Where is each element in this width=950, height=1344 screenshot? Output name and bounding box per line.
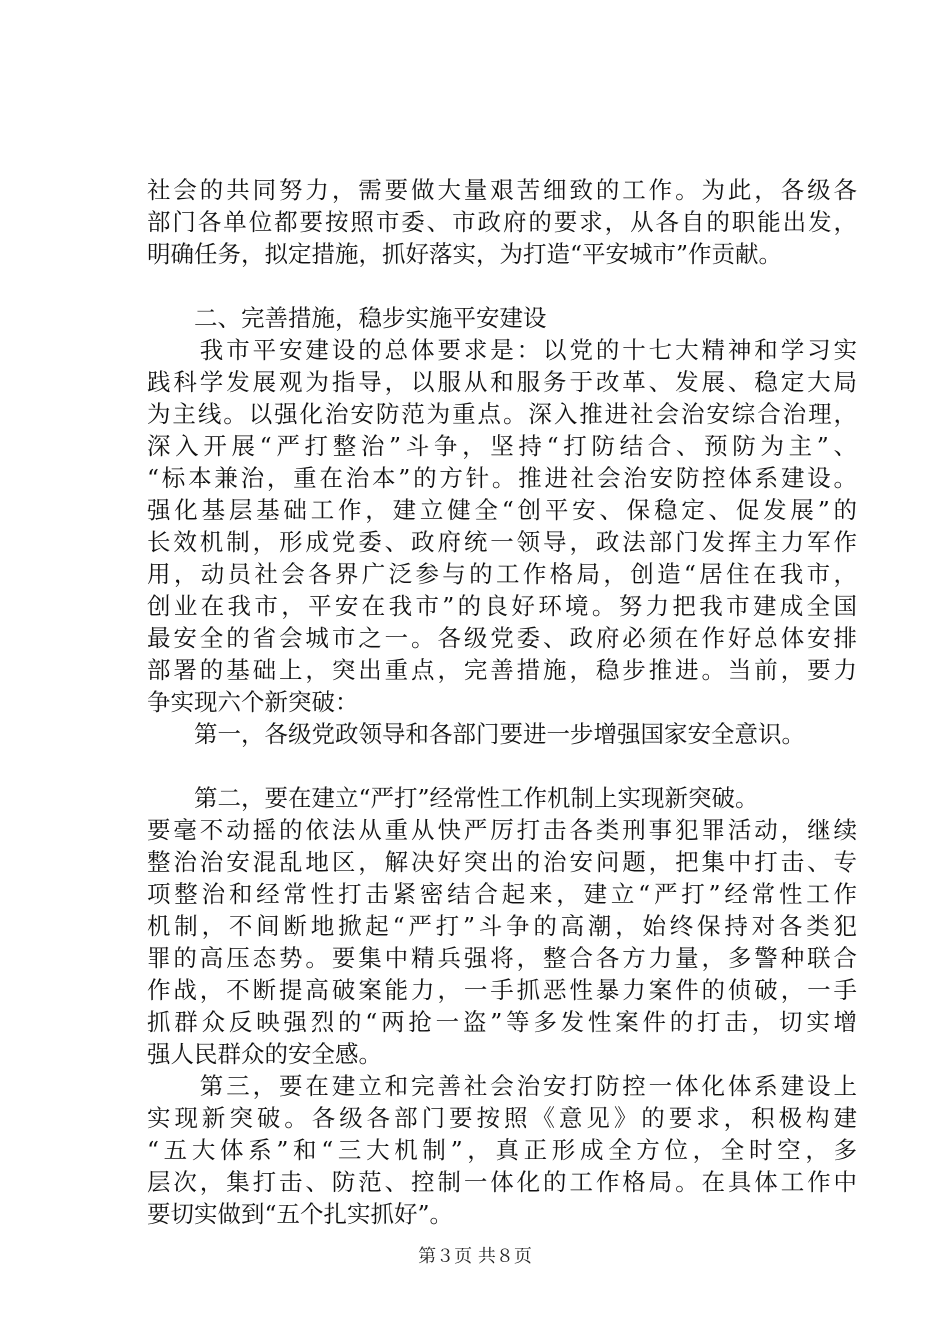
- text-line: “标本兼治，重在治本”的方针。推进社会治安防控体系建设。: [147, 464, 857, 492]
- text-line: 第三，要在建立和完善社会治安打防控一体化体系建设上: [147, 1072, 857, 1100]
- text-line: 强人民群众的安全感。: [147, 1040, 382, 1068]
- text-line: 长效机制，形成党委、政府统一领导，政法部门发挥主力军作: [147, 528, 857, 556]
- text-line: 践科学发展观为指导，以服从和服务于改革、发展、稳定大局: [147, 368, 857, 396]
- text-line: 实现新突破。各级各部门要按照《意见》的要求，积极构建: [147, 1104, 857, 1132]
- text-line: 深入开展“严打整治”斗争，坚持“打防结合、预防为主”、: [147, 432, 857, 460]
- text-line: 第二，要在建立“严打”经常性工作机制上实现新突破。: [147, 784, 759, 812]
- text-line: 项整治和经常性打击紧密结合起来，建立“严打”经常性工作: [147, 880, 857, 908]
- text-line: 要切实做到“五个扎实抓好”。: [147, 1200, 454, 1228]
- text-line: 罪的高压态势。要集中精兵强将，整合各方力量，多警种联合: [147, 944, 857, 972]
- text-line: 最安全的省会城市之一。各级党委、政府必须在作好总体安排: [147, 624, 857, 652]
- text-line: 要毫不动摇的依法从重从快严厉打击各类刑事犯罪活动，继续: [147, 816, 857, 844]
- text-line: 明确任务，拟定措施，抓好落实，为打造“平安城市”作贡献。: [147, 240, 783, 268]
- text-line: 争实现六个新突破：: [147, 688, 359, 716]
- text-line: 层次，集打击、防范、控制一体化的工作格局。在具体工作中: [147, 1168, 857, 1196]
- text-line: “五大体系”和“三大机制”，真正形成全方位，全时空，多: [147, 1136, 857, 1164]
- page-footer: 第３页 共８页: [418, 1246, 532, 1267]
- text-line: 我市平安建设的总体要求是：以党的十七大精神和学习实: [147, 336, 857, 364]
- text-line: 强化基层基础工作，建立健全“创平安、保稳定、促发展”的: [147, 496, 857, 524]
- text-line: 为主线。以强化治安防范为重点。深入推进社会治安综合治理，: [147, 400, 857, 428]
- paragraph-gap: [147, 270, 857, 302]
- text-line: 创业在我市，平安在我市”的良好环境。努力把我市建成全国: [147, 592, 857, 620]
- paragraph-gap: [147, 750, 857, 782]
- text-line: 整治治安混乱地区，解决好突出的治安问题，把集中打击、专: [147, 848, 857, 876]
- text-line: 部署的基础上，突出重点，完善措施，稳步推进。当前，要力: [147, 656, 857, 684]
- text-line: 第一，各级党政领导和各部门要进一步增强国家安全意识。: [147, 720, 805, 748]
- text-line: 作战，不断提高破案能力，一手抓恶性暴力案件的侦破，一手: [147, 976, 857, 1004]
- text-line: 用，动员社会各界广泛参与的工作格局，创造“居住在我市，: [147, 560, 857, 588]
- text-line: 抓群众反映强烈的“两抢一盗”等多发性案件的打击，切实增: [147, 1008, 857, 1036]
- text-line: 机制，不间断地掀起“严打”斗争的高潮，始终保持对各类犯: [147, 912, 857, 940]
- text-line: 二、完善措施，稳步实施平安建设: [147, 304, 547, 332]
- text-line: 部门各单位都要按照市委、市政府的要求，从各自的职能出发，: [147, 208, 857, 236]
- document-body: [147, 174, 857, 1230]
- text-line: 社会的共同努力，需要做大量艰苦细致的工作。为此，各级各: [147, 176, 857, 204]
